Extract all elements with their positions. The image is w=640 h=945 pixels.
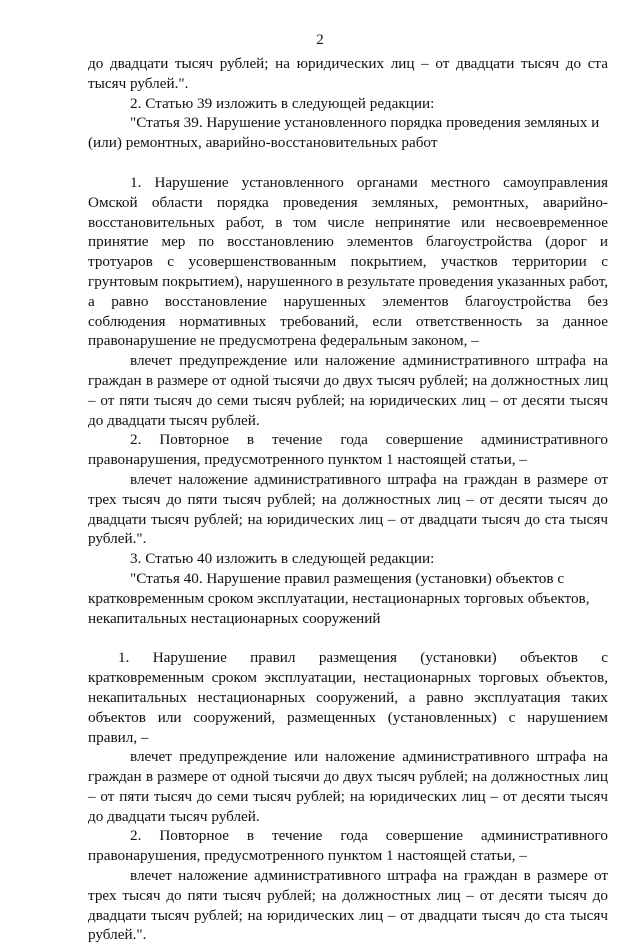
article-40-point-2-penalty: влечет наложение административного штрафа на граждан в размере от трех тысяч до пяти тысяч рублей; на должностных лиц – от десяти тысяч до двадцати тысяч рублей; на юридических лиц – от двадцати тысяч до ста тысяч рублей.". xyxy=(88,867,608,944)
article-39-heading: "Статья 39. Нарушение установленного порядка проведения земляных и (или) ремонтных, аварийно-восстановительных работ xyxy=(88,114,600,152)
spacer xyxy=(88,628,608,648)
article-40-point-1: 1. Нарушение правил размещения (установки) объектов с кратковременным сроком эксплуатации, нестационарных торговых объектов, некапитальных нестационарных сооружений, а равно эксплуатация таких объектов или сооружений, размещенных (установленных) с нарушением правил, – xyxy=(88,649,608,746)
article-40-heading: "Статья 40. Нарушение правил размещения (установки) объектов с кратковременным сроком эксплуатации, нестационарных торговых объектов, некапитальных нестационарных сооружений xyxy=(88,569,590,627)
article-39-point-1-penalty: влечет предупреждение или наложение административного штрафа на граждан в размере от одной тысячи до двух тысяч рублей; на должностных лиц – от пяти тысяч до семи тысяч рублей; на юридических лиц – от десяти тысяч до двадцати тысяч рублей. xyxy=(88,352,608,429)
article-39-point-2: 2. Повторное в течение года совершение административного правонарушения, предусмотренного пунктом 1 настоящей статьи, – xyxy=(88,431,608,469)
document-body xyxy=(88,54,608,945)
spacer xyxy=(88,153,608,173)
article-40-point-1-penalty: влечет предупреждение или наложение административного штрафа на граждан в размере от одной тысячи до двух тысяч рублей; на должностных лиц – от пяти тысяч до семи тысяч рублей; на юридических лиц – от десяти тысяч до двадцати тысяч рублей. xyxy=(88,748,608,825)
paragraph-amendment-39: 2. Статью 39 изложить в следующей редакции: xyxy=(130,94,435,112)
page-number: 2 xyxy=(316,32,324,48)
article-39-point-1: 1. Нарушение установленного органами местного самоуправления Омской области порядка проведения земляных, ремонтных, аварийно-восстановительных работ, в том числе непринятие или несвоевременное принятие мер по восстановлению элементов благоустройства (дорог и тротуаров с усовершенствованным покрытием, участков территории с грунтовым покрытием), нарушенного в результате проведения указанных работ, а равно восстановление нарушенных элементов благоустройства без соблюдения нормативных требований, если ответственность за данное правонарушение не предусмотрена федеральным законом, – xyxy=(88,173,608,350)
article-40-point-2: 2. Повторное в течение года совершение административного правонарушения, предусмотренного пунктом 1 настоящей статьи, – xyxy=(88,827,608,865)
article-39-point-2-penalty: влечет наложение административного штрафа на граждан в размере от трех тысяч до пяти тысяч рублей; на должностных лиц – от десяти тысяч до двадцати тысяч рублей; на юридических лиц – от двадцати тысяч до ста тысяч рублей.". xyxy=(88,470,608,548)
paragraph-continuation: до двадцати тысяч рублей; на юридических лиц – от двадцати тысяч до ста тысяч рублей.". xyxy=(88,55,608,92)
paragraph-amendment-40: 3. Статью 40 изложить в следующей редакции: xyxy=(130,550,435,568)
